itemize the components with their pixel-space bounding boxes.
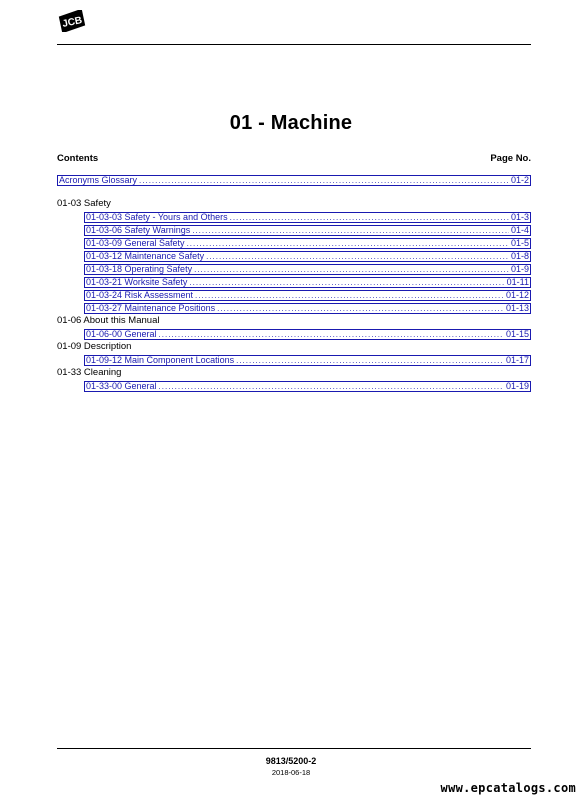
toc-link[interactable]: 01-09-12 Main Component Locations ..... 01-17: [84, 355, 531, 366]
toc-link[interactable]: 01-03-12 Maintenance Safety ..... 01-8: [84, 251, 531, 262]
toc-link[interactable]: 01-06-00 General ..... 01-15: [84, 329, 531, 340]
page-number-heading: Page No.: [490, 153, 531, 164]
toc-link[interactable]: 01-03-21 Worksite Safety ..... 01-11: [84, 277, 531, 288]
section-title: 01-06 About this Manual: [57, 315, 160, 326]
toc-link[interactable]: 01-03-24 Risk Assessment ..... 01-12: [84, 290, 531, 301]
toc-section-description: [57, 340, 531, 366]
footer-divider: [57, 748, 531, 749]
section-title: 01-03 Safety: [57, 198, 111, 209]
page-title: 01 - Machine: [229, 112, 353, 134]
toc-link[interactable]: 01-03-27 Maintenance Positions ..... 01-13: [84, 303, 531, 314]
contents-heading: Contents: [57, 153, 99, 164]
toc-link[interactable]: 01-03-03 Safety - Yours and Others ..... 01-3: [84, 212, 531, 223]
toc-link[interactable]: 01-03-06 Safety Warnings ..... 01-4: [84, 225, 531, 236]
toc-link[interactable]: 01-33-00 General ..... 01-19: [84, 381, 531, 392]
watermark-text: www.epcatalogs.com: [440, 781, 576, 795]
section-title: 01-09 Description: [57, 341, 132, 352]
section-title: 01-33 Cleaning: [57, 367, 122, 378]
toc-link-acronyms-glossary[interactable]: Acronyms Glossary ..... 01-2: [57, 175, 531, 186]
toc-section-cleaning: [57, 366, 531, 392]
toc-section-safety: [57, 197, 531, 314]
header-divider: [57, 44, 531, 45]
jcb-logo: [57, 10, 87, 32]
document-date: 2018-06-18: [271, 768, 311, 777]
toc-link[interactable]: 01-03-09 General Safety ..... 01-5: [84, 238, 531, 249]
document-number: 9813/5200-2: [265, 756, 317, 766]
toc-link[interactable]: 01-03-18 Operating Safety ..... 01-9: [84, 264, 531, 275]
svg-text:JCB: JCB: [61, 15, 84, 30]
jcb-logo-icon: [57, 10, 87, 32]
table-of-contents: [57, 175, 531, 392]
toc-section-about-manual: [57, 314, 531, 340]
